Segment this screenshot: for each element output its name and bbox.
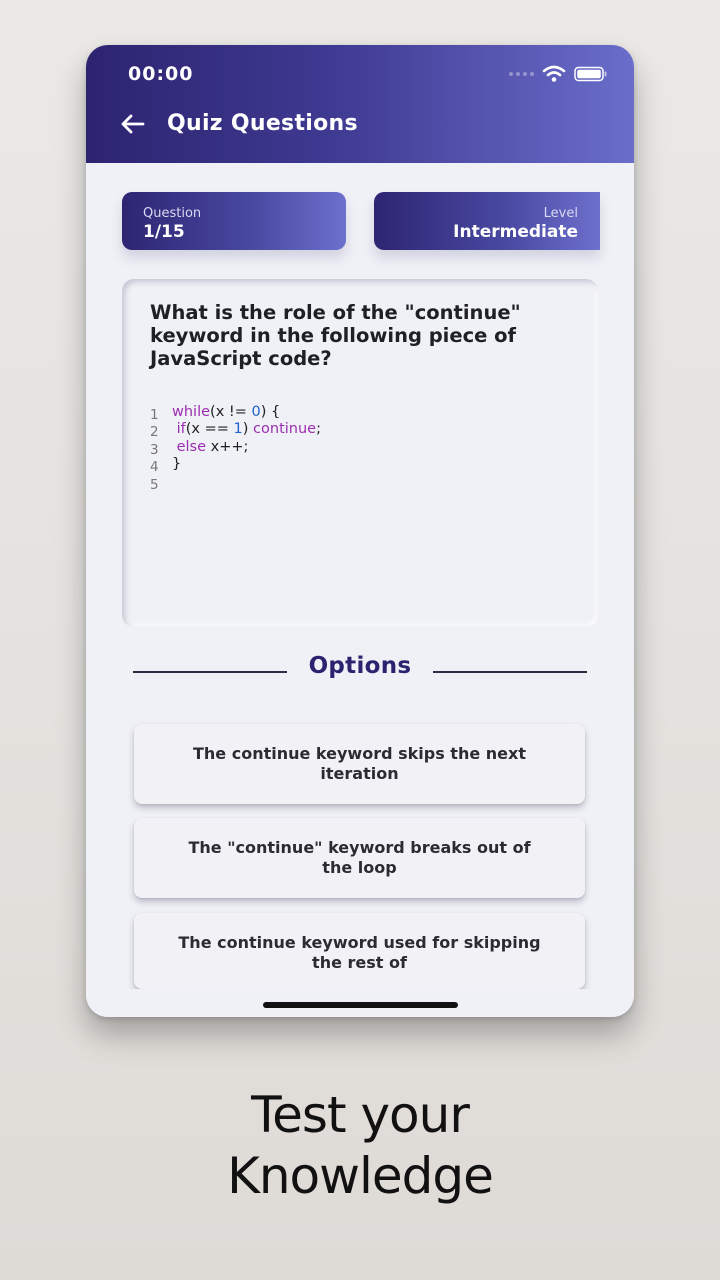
code-number: 1 <box>233 421 243 438</box>
level-card <box>374 192 600 250</box>
question-text: What is the role of the "continue" keyword in the following piece of JavaScript code? <box>150 301 521 370</box>
line-number: 4 <box>150 459 159 476</box>
option-button-2[interactable]: The "continue" keyword breaks out of the loop <box>134 818 585 898</box>
code-text: ; <box>316 421 321 438</box>
question-box <box>122 279 598 627</box>
options-title: Options <box>308 653 412 679</box>
code-keyword: continue <box>253 421 317 438</box>
option-button-3[interactable]: The continue keyword used for skipping the rest of <box>134 913 585 989</box>
question-counter-value: 1/15 <box>143 222 185 242</box>
level-label: Level <box>543 206 578 221</box>
code-keyword: else <box>176 438 207 455</box>
code-number: 0 <box>251 403 261 420</box>
line-number: 5 <box>150 476 159 493</box>
promo-tagline <box>0 1085 720 1207</box>
tagline-line-1: Test your <box>251 1086 469 1144</box>
options-header <box>133 653 587 687</box>
line-number: 1 <box>150 406 159 423</box>
code-keyword: while <box>172 403 211 420</box>
status-time: 00:00 <box>128 63 194 85</box>
tagline-line-2: Knowledge <box>227 1147 493 1205</box>
signal-icon <box>509 72 534 76</box>
battery-icon <box>574 66 608 82</box>
code-text: } <box>172 456 182 473</box>
question-counter-card <box>122 192 346 250</box>
home-indicator[interactable] <box>263 1002 458 1008</box>
code-line <box>150 403 321 421</box>
app-bar <box>86 45 634 163</box>
option-button-1[interactable]: The continue keyword skips the next iteration <box>134 724 585 804</box>
code-line <box>150 456 321 474</box>
code-line <box>150 438 321 456</box>
phone-frame <box>86 45 634 1017</box>
code-text: ) { <box>260 403 281 420</box>
back-arrow-icon[interactable] <box>118 111 148 137</box>
line-number: 3 <box>150 441 159 458</box>
code-keyword: if <box>176 421 186 438</box>
code-text: (x != <box>210 403 252 420</box>
code-text: (x == <box>185 421 234 438</box>
question-counter-label: Question <box>143 206 202 221</box>
code-text: ) <box>242 421 254 438</box>
code-line <box>150 421 321 439</box>
line-number: 2 <box>150 424 159 441</box>
page-title: Quiz Questions <box>167 111 358 136</box>
wifi-icon <box>542 65 566 83</box>
code-text: x++; <box>206 438 249 455</box>
code-snippet <box>150 403 321 491</box>
status-icons <box>509 65 608 83</box>
code-line <box>150 473 321 491</box>
level-value: Intermediate <box>453 222 578 242</box>
divider-right <box>433 671 587 673</box>
